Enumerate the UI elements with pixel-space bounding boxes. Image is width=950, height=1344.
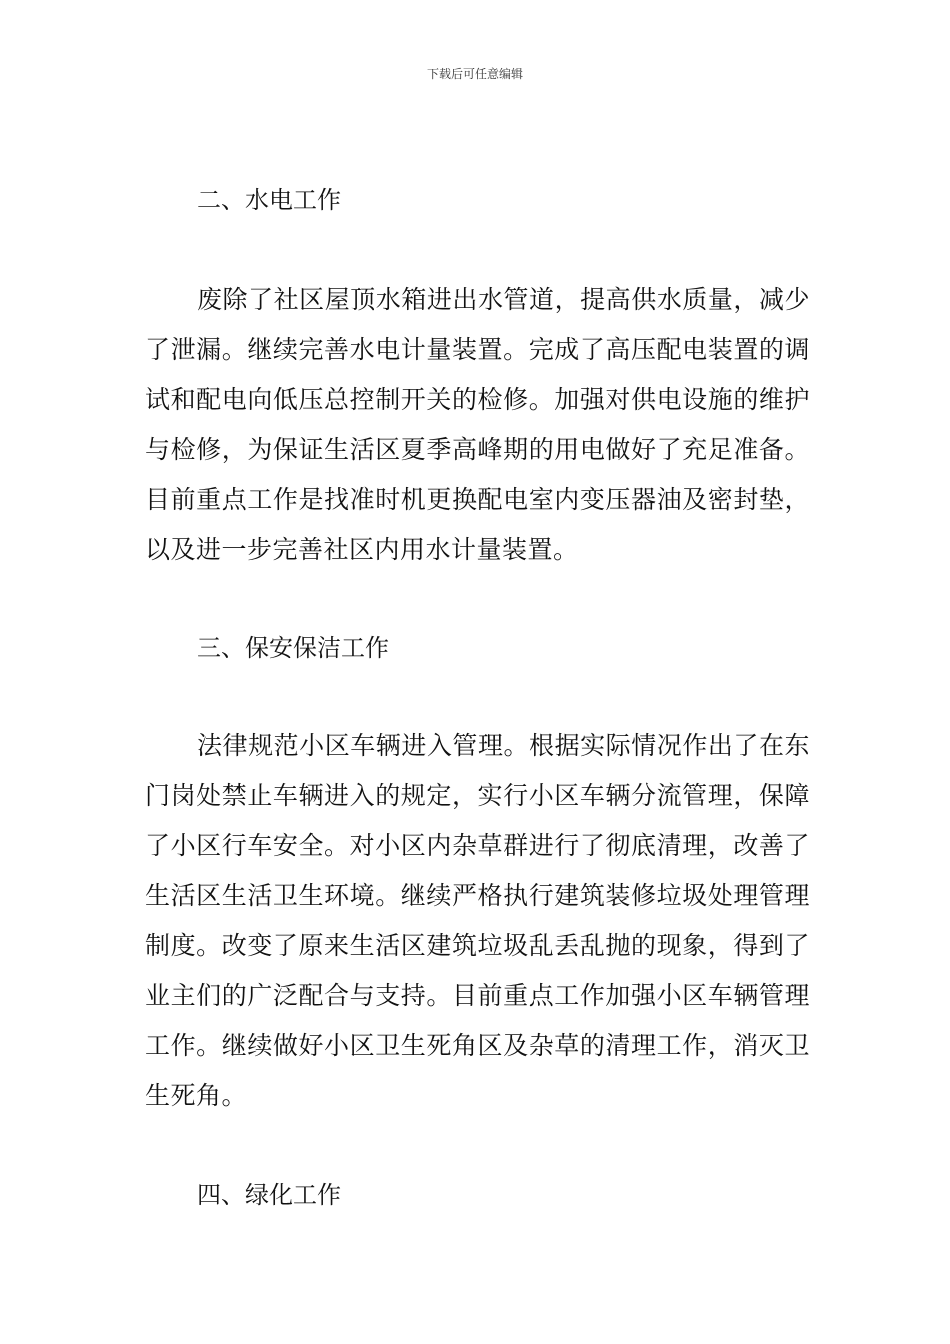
section-heading-greening: 四、绿化工作 [197,1181,341,1209]
section-heading-water-electric: 二、水电工作 [197,186,341,214]
section-paragraph-water-electric: 废除了社区屋顶水箱进出水管道，提高供水质量，减少了泄漏。继续完善水电计量装置。完成了高压配电装置的调试和配电向低压总控制开关的检修。加强对供电设施的维护与检修，为保证生活区夏季高峰期的用电做好了充足准备。目前重点工作是找准时机更换配电室内变压器油及密封垫，以及进一步完善社区内用水计量装置。 [145,285,810,564]
section-heading-security-cleaning: 三、保安保洁工作 [197,634,389,662]
page-header-note: 下载后可任意编辑 [426,67,523,81]
section-paragraph-security-cleaning: 法律规范小区车辆进入管理。根据实际情况作出了在东门岗处禁止车辆进入的规定，实行小区车辆分流管理，保障了小区行车安全。对小区内杂草群进行了彻底清理，改善了生活区生活卫生环境。继续严格执行建筑装修垃圾处理管理制度。改变了原来生活区建筑垃圾乱丢乱抛的现象，得到了业主们的广泛配合与支持。目前重点工作加强小区车辆管理工作。继续做好小区卫生死角区及杂草的清理工作，消灭卫生死角。 [145,731,810,1110]
